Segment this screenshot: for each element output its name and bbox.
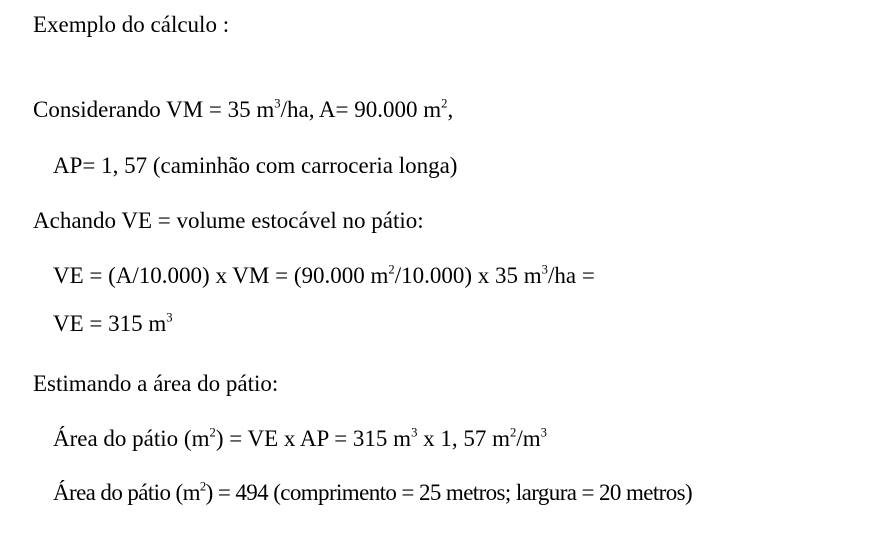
superscript: 2 <box>441 96 448 111</box>
superscript: 2 <box>199 479 206 494</box>
superscript: 2 <box>388 262 395 277</box>
considerando-line <box>33 98 453 121</box>
area-equation-part: ) = VE x AP = 315 m <box>215 426 412 451</box>
area-equation-part: Área do pátio (m <box>53 426 210 451</box>
superscript: 2 <box>209 425 216 440</box>
superscript: 3 <box>541 262 548 277</box>
superscript: 2 <box>510 425 517 440</box>
area-equation-part: x 1, 57 m <box>417 426 511 451</box>
area-equation-part: /m <box>516 426 541 451</box>
considerando-prefix: Considerando VM = 35 m <box>33 97 275 122</box>
superscript: 3 <box>540 425 547 440</box>
estimando-title: Estimando a área do pátio: <box>33 371 279 396</box>
superscript: 3 <box>274 96 281 111</box>
considerando-suffix: , <box>447 97 454 122</box>
considerando-middle: /ha, A= 90.000 m <box>280 97 442 122</box>
ve-result <box>53 312 173 335</box>
ve-equation-part: VE = (A/10.000) x VM = (90.000 m <box>53 263 389 288</box>
ve-equation <box>53 264 595 287</box>
heading: Exemplo do cálculo : <box>33 12 230 37</box>
superscript: 3 <box>411 425 418 440</box>
area-result <box>53 481 692 504</box>
ve-equation-part: /ha = <box>547 263 595 288</box>
ve-result-text: VE = 315 m <box>53 311 167 336</box>
area-equation <box>53 427 547 450</box>
area-result-part: ) = 494 (comprimento = 25 metros; largura = 20 metros) <box>205 480 693 505</box>
area-result-part: Área do pátio (m <box>53 480 200 505</box>
superscript: 3 <box>166 310 173 325</box>
ve-equation-part: /10.000) x 35 m <box>394 263 542 288</box>
achando-title: Achando VE = volume estocável no pátio: <box>33 208 424 233</box>
ap-line: AP= 1, 57 (caminhão com carroceria longa) <box>53 153 458 178</box>
